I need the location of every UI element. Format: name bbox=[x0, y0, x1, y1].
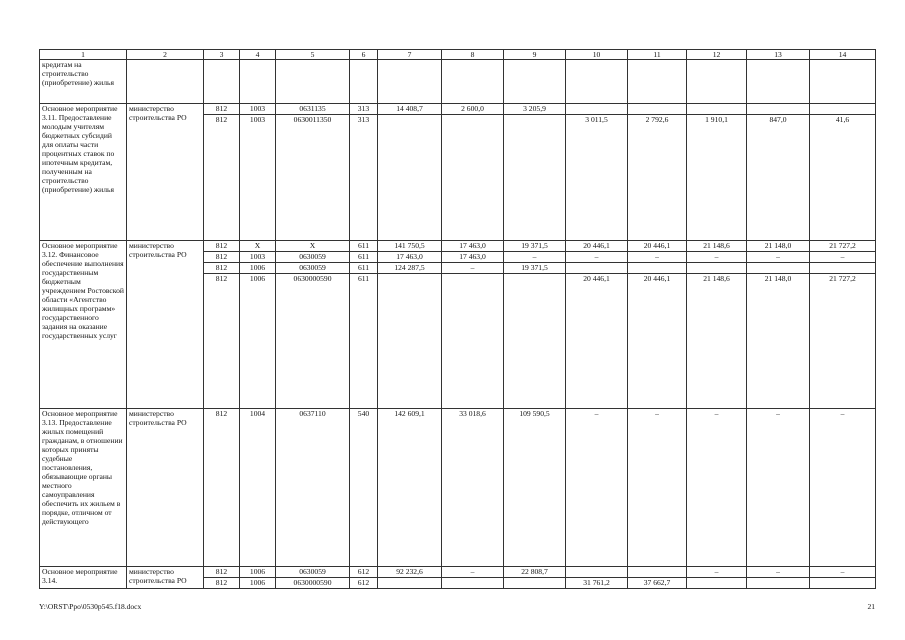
value-cell bbox=[240, 567, 276, 589]
value-cell bbox=[504, 409, 566, 567]
value-line: 33 018,6 bbox=[459, 409, 486, 418]
value-line: 812 bbox=[215, 578, 228, 587]
table-row bbox=[40, 104, 876, 241]
value-line: – bbox=[687, 567, 746, 578]
value-line: 1003 bbox=[240, 104, 275, 115]
value-line: 19 371,5 bbox=[504, 263, 565, 274]
value-cell bbox=[240, 241, 276, 409]
value-line: – bbox=[504, 252, 565, 263]
value-line: 0630000590 bbox=[293, 578, 332, 587]
value-cell bbox=[747, 241, 810, 409]
table-row bbox=[40, 567, 876, 589]
value-line: 1003 bbox=[249, 115, 266, 124]
column-header: 12 bbox=[687, 50, 747, 60]
table-body bbox=[40, 50, 876, 589]
value-line: 812 bbox=[204, 104, 239, 115]
value-cell bbox=[687, 409, 747, 567]
value-line: – bbox=[628, 252, 686, 263]
value-line: 37 662,7 bbox=[643, 578, 671, 587]
value-line: – bbox=[594, 409, 599, 418]
value-line: 92 232,6 bbox=[378, 567, 441, 578]
value-line: – bbox=[442, 263, 503, 274]
value-cell bbox=[747, 104, 810, 241]
value-cell bbox=[747, 567, 810, 589]
value-line bbox=[687, 263, 746, 274]
value-line bbox=[810, 578, 875, 588]
value-line: – bbox=[810, 252, 875, 263]
value-cell bbox=[628, 241, 687, 409]
column-header: 5 bbox=[276, 50, 350, 60]
value-line: 540 bbox=[357, 409, 370, 418]
value-line: 612 bbox=[350, 567, 377, 578]
value-line bbox=[628, 567, 686, 578]
value-cell bbox=[378, 104, 442, 241]
column-header: 13 bbox=[747, 50, 810, 60]
value-line: 21 148,0 bbox=[747, 241, 809, 252]
value-line bbox=[566, 104, 627, 115]
value-cell bbox=[204, 409, 240, 567]
measure-name: Основное мероприятие 3.14. bbox=[40, 567, 127, 589]
value-line bbox=[442, 274, 503, 284]
value-line: 0630011350 bbox=[293, 115, 332, 124]
value-line: 0630059 bbox=[276, 252, 349, 263]
value-line: 812 bbox=[215, 409, 228, 418]
value-cell bbox=[378, 409, 442, 567]
value-cell bbox=[504, 567, 566, 589]
value-line: 1006 bbox=[249, 578, 266, 587]
value-line: 21 727,2 bbox=[810, 241, 875, 252]
value-line: 611 bbox=[357, 274, 370, 283]
footer-file-path: Y:\ORST\Ppo\0530p545.f18.docx bbox=[39, 602, 142, 611]
value-line: 14 408,7 bbox=[378, 104, 441, 115]
value-cell bbox=[687, 567, 747, 589]
value-line: 1004 bbox=[249, 409, 266, 418]
value-cell bbox=[350, 60, 378, 104]
value-cell bbox=[747, 60, 810, 104]
value-line: 17 463,0 bbox=[442, 252, 503, 263]
value-cell bbox=[504, 241, 566, 409]
value-line: 812 bbox=[204, 263, 239, 274]
value-line: 0630059 bbox=[276, 263, 349, 274]
value-line bbox=[747, 263, 809, 274]
value-line: 313 bbox=[357, 115, 370, 124]
value-line: 3 205,9 bbox=[504, 104, 565, 115]
table-row bbox=[40, 241, 876, 409]
value-cell bbox=[240, 104, 276, 241]
value-cell bbox=[276, 104, 350, 241]
value-line: 17 463,0 bbox=[378, 252, 441, 263]
value-line: 21 727,2 bbox=[829, 274, 856, 283]
value-line bbox=[628, 104, 686, 115]
value-line bbox=[378, 274, 441, 284]
value-line: 611 bbox=[350, 263, 377, 274]
value-cell bbox=[810, 104, 876, 241]
column-header: 9 bbox=[504, 50, 566, 60]
value-line: 21 148,6 bbox=[687, 241, 746, 252]
value-line: 41,6 bbox=[835, 115, 850, 124]
value-cell bbox=[204, 567, 240, 589]
value-cell bbox=[810, 409, 876, 567]
value-line bbox=[810, 104, 875, 115]
value-line bbox=[504, 274, 565, 284]
value-line: 0631135 bbox=[276, 104, 349, 115]
measure-name: Основное мероприятие 3.12. Финансовое обеспечение выполнения государственным бюджетным учреждением Ростовской области «Агентство жилищных программ» государственного задания на оказание государственных услуг bbox=[40, 241, 127, 409]
value-line bbox=[504, 578, 565, 588]
value-cell bbox=[566, 104, 628, 241]
value-line bbox=[687, 104, 746, 115]
value-cell bbox=[350, 409, 378, 567]
value-line bbox=[747, 104, 809, 115]
value-cell bbox=[350, 567, 378, 589]
value-cell bbox=[504, 104, 566, 241]
column-header: 10 bbox=[566, 50, 628, 60]
value-cell bbox=[747, 409, 810, 567]
value-line: 21 148,6 bbox=[703, 274, 730, 283]
value-line: 313 bbox=[350, 104, 377, 115]
value-cell bbox=[566, 567, 628, 589]
page-number: 21 bbox=[867, 602, 875, 611]
column-header: 3 bbox=[204, 50, 240, 60]
value-line: 1003 bbox=[240, 252, 275, 263]
value-cell bbox=[628, 409, 687, 567]
column-header: 7 bbox=[378, 50, 442, 60]
value-line: 124 287,5 bbox=[378, 263, 441, 274]
value-line: 31 761,2 bbox=[583, 578, 610, 587]
measure-name: Основное мероприятие 3.13. Предоставление жилых помещений гражданам, в отношении которых приняты судебные постановления, обязывающие органы местного самоуправления обеспечить их жильем в порядке, отличном от действующего bbox=[40, 409, 127, 567]
ministry-name: министерство строительства РО bbox=[127, 567, 204, 589]
value-cell bbox=[378, 567, 442, 589]
ministry-name: министерство строительства РО bbox=[127, 241, 204, 409]
value-line: 812 bbox=[215, 115, 228, 124]
value-cell bbox=[276, 409, 350, 567]
value-line: 21 148,0 bbox=[764, 274, 792, 283]
value-line: 2 792,6 bbox=[645, 115, 669, 124]
value-line: 17 463,0 bbox=[442, 241, 503, 252]
ministry-name: министерство строительства РО bbox=[127, 104, 204, 241]
value-line: – bbox=[714, 409, 719, 418]
value-line: 812 bbox=[204, 241, 239, 252]
value-cell bbox=[276, 567, 350, 589]
column-header: 6 bbox=[350, 50, 378, 60]
value-line bbox=[810, 263, 875, 274]
value-line: – bbox=[655, 409, 659, 418]
value-cell bbox=[442, 241, 504, 409]
value-line: – bbox=[747, 567, 809, 578]
value-cell bbox=[566, 60, 628, 104]
value-line: 22 808,7 bbox=[504, 567, 565, 578]
value-line: 20 446,1 bbox=[628, 241, 686, 252]
value-line: 109 590,5 bbox=[519, 409, 550, 418]
table-row bbox=[40, 409, 876, 567]
value-line: 611 bbox=[350, 252, 377, 263]
value-cell bbox=[442, 104, 504, 241]
column-header: 14 bbox=[810, 50, 876, 60]
value-line: – bbox=[442, 567, 503, 578]
value-cell bbox=[378, 241, 442, 409]
value-cell bbox=[566, 241, 628, 409]
value-cell bbox=[628, 60, 687, 104]
value-line bbox=[378, 115, 441, 125]
value-cell bbox=[810, 567, 876, 589]
value-cell bbox=[628, 567, 687, 589]
value-line bbox=[378, 578, 441, 588]
column-header: 8 bbox=[442, 50, 504, 60]
value-line: 612 bbox=[357, 578, 370, 587]
value-line: – bbox=[687, 252, 746, 263]
value-line: 1006 bbox=[240, 567, 275, 578]
value-line bbox=[566, 263, 627, 274]
value-line bbox=[504, 115, 565, 125]
value-line: 1 910,1 bbox=[705, 115, 728, 124]
value-line: Х bbox=[240, 241, 275, 252]
value-cell bbox=[378, 60, 442, 104]
value-line: 0630059 bbox=[276, 567, 349, 578]
value-line bbox=[442, 115, 503, 125]
value-cell bbox=[687, 241, 747, 409]
value-line: 812 bbox=[215, 274, 228, 283]
value-line: – bbox=[776, 409, 780, 418]
budget-table bbox=[39, 49, 876, 589]
measure-name: Основное мероприятие 3.11. Предоставление молодым учителям бюджетных субсидий для оплаты части процентных ставок по ипотечным кредитам, полученным на строительство (приобретение) жилья bbox=[40, 104, 127, 241]
value-line: – bbox=[810, 567, 875, 578]
value-cell bbox=[350, 104, 378, 241]
value-cell bbox=[687, 60, 747, 104]
measure-name: кредитам на строительство (приобретение) жилья bbox=[40, 60, 127, 104]
value-line: 141 750,5 bbox=[378, 241, 441, 252]
value-line: 0637110 bbox=[299, 409, 326, 418]
value-line: 2 600,0 bbox=[442, 104, 503, 115]
value-cell bbox=[810, 241, 876, 409]
value-cell bbox=[810, 60, 876, 104]
value-line bbox=[442, 578, 503, 588]
value-line: 142 609,1 bbox=[394, 409, 425, 418]
value-line: 20 446,1 bbox=[643, 274, 671, 283]
column-header: 2 bbox=[127, 50, 204, 60]
value-line: – bbox=[566, 252, 627, 263]
value-line: 812 bbox=[204, 567, 239, 578]
column-header: 1 bbox=[40, 50, 127, 60]
ministry-name: министерство строительства РО bbox=[127, 409, 204, 567]
value-cell bbox=[204, 104, 240, 241]
value-line: 20 446,1 bbox=[566, 241, 627, 252]
value-line: 20 446,1 bbox=[583, 274, 610, 283]
value-cell bbox=[240, 60, 276, 104]
value-line: 0630000590 bbox=[293, 274, 332, 283]
value-cell bbox=[240, 409, 276, 567]
value-line: 19 371,5 bbox=[504, 241, 565, 252]
value-line bbox=[687, 578, 746, 588]
value-line bbox=[747, 578, 809, 588]
value-line: 1006 bbox=[249, 274, 266, 283]
value-line: 812 bbox=[204, 252, 239, 263]
value-cell bbox=[442, 409, 504, 567]
value-line: – bbox=[747, 252, 809, 263]
header-row bbox=[40, 50, 876, 60]
value-line: – bbox=[840, 409, 845, 418]
value-line: 847,0 bbox=[769, 115, 787, 124]
value-line: Х bbox=[276, 241, 349, 252]
value-cell bbox=[566, 409, 628, 567]
value-cell bbox=[276, 241, 350, 409]
value-cell bbox=[504, 60, 566, 104]
value-cell bbox=[442, 60, 504, 104]
value-cell bbox=[204, 60, 240, 104]
table-row bbox=[40, 60, 876, 104]
column-header: 11 bbox=[628, 50, 687, 60]
value-cell bbox=[628, 104, 687, 241]
value-line: 611 bbox=[350, 241, 377, 252]
value-line bbox=[628, 263, 686, 274]
value-cell bbox=[350, 241, 378, 409]
value-line bbox=[566, 567, 627, 578]
value-cell bbox=[442, 567, 504, 589]
value-cell bbox=[687, 104, 747, 241]
value-cell bbox=[276, 60, 350, 104]
ministry-name bbox=[127, 60, 204, 104]
value-line: 3 011,5 bbox=[585, 115, 608, 124]
value-cell bbox=[204, 241, 240, 409]
column-header: 4 bbox=[240, 50, 276, 60]
value-line: 1006 bbox=[240, 263, 275, 274]
